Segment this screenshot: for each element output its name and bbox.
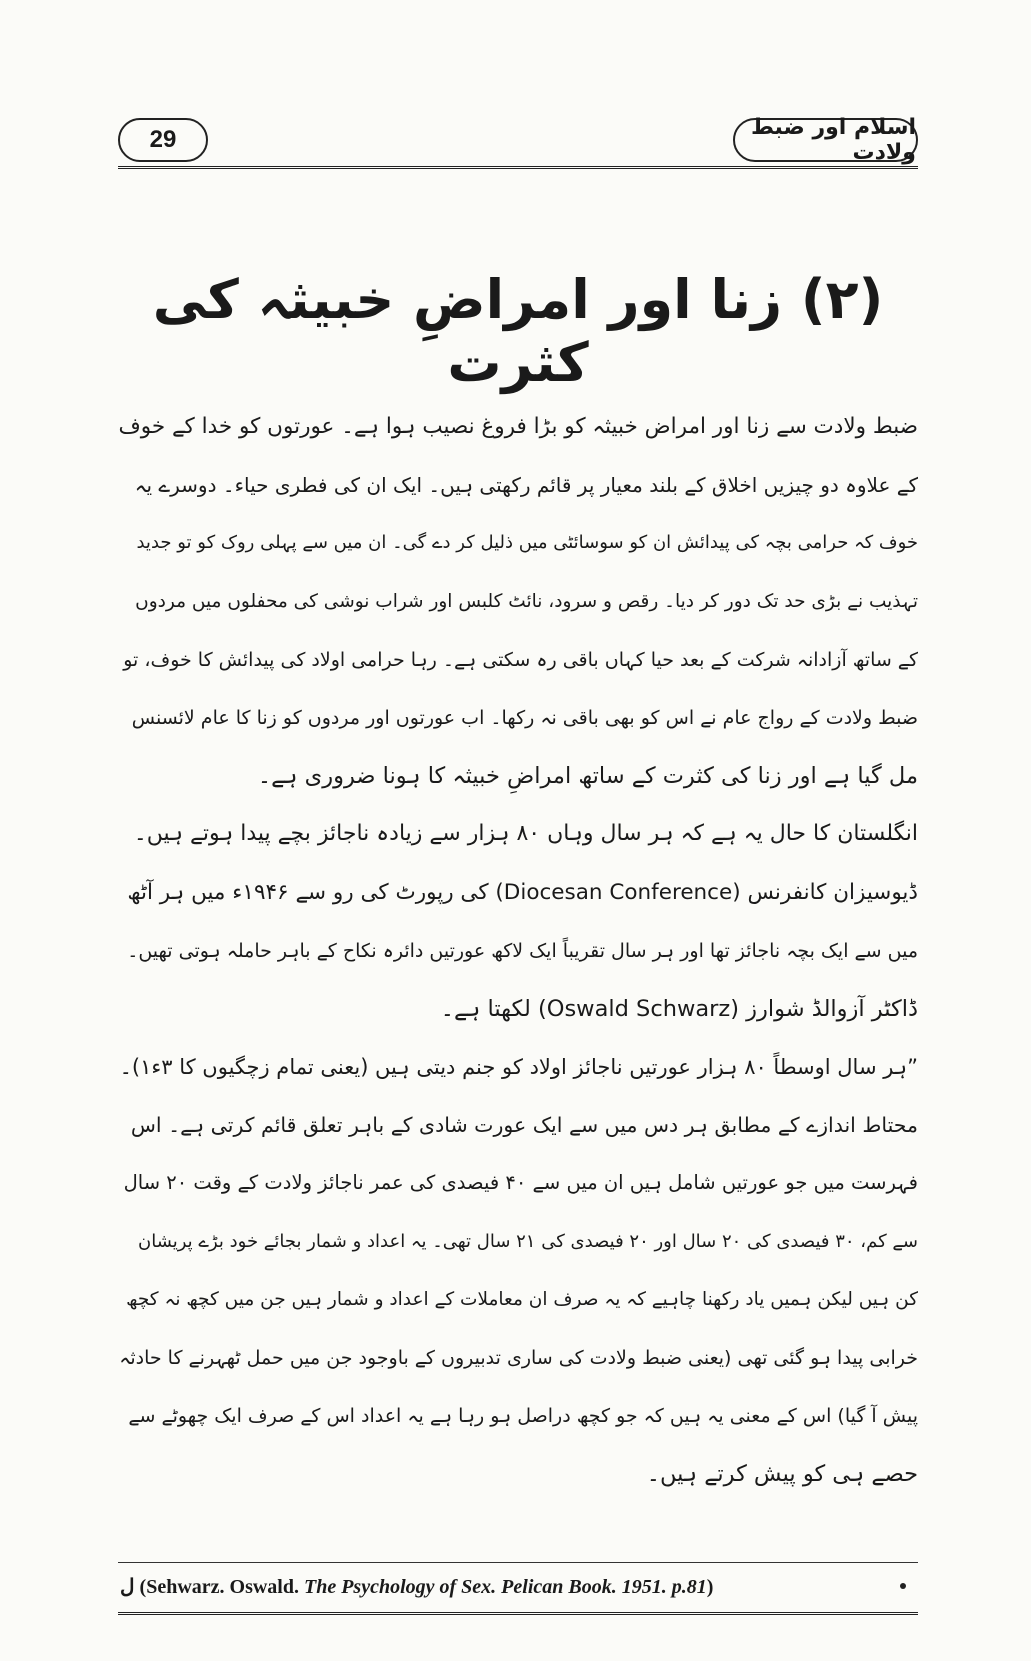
- text-line: حصے ہی کو پیش کرتے ہیں۔: [646, 1461, 918, 1488]
- text-line: کے علاوہ دو چیزیں اخلاق کے بلند معیار پر قائم رکھتی ہیں۔ ایک ان کی فطری حیاء۔ دوسرے یہ: [134, 473, 918, 498]
- header-rule: [118, 166, 918, 172]
- body-text: [118, 398, 918, 1504]
- footnote-marker: ل: [120, 1576, 135, 1598]
- footnote-citation-end: ): [706, 1576, 714, 1598]
- footnote-citation-title: The Psychology of Sex. Pelican Book. 1951. p.81: [303, 1576, 707, 1598]
- text-line: محتاط اندازے کے مطابق ہر دس میں سے ایک عورت شادی کے باہر تعلق قائم کرتی ہے۔ اس: [130, 1113, 918, 1138]
- text-line: میں سے ایک بچہ ناجائز تھا اور ہر سال تقریباً ایک لاکھ عورتیں دائرہ نکاح کے باہر حاملہ ہوتی تھیں۔: [127, 939, 918, 962]
- footnote-bullet: [900, 1583, 906, 1589]
- text-line: کن ہیں لیکن ہمیں یاد رکھنا چاہیے کہ یہ صرف ان معاملات کے اعداد و شمار ہیں جن میں کچھ نہ کچھ: [126, 1288, 918, 1310]
- footnote-citation-start: (Sehwarz. Oswald.: [139, 1576, 304, 1598]
- footnote-separator: [118, 1562, 918, 1563]
- text-line: ضبط ولادت کے رواج عام نے اس کو بھی باقی نہ رکھا۔ اب عورتوں اور مردوں کو زنا کا عام لائسنس: [131, 706, 918, 729]
- text-line: فہرست میں جو عورتیں شامل ہیں ان میں سے ۴۰ فیصدی کی عمر ناجائز ولادت کے وقت ۲۰ سال: [123, 1171, 918, 1195]
- text-line: ڈیوسیزان کانفرنس (Diocesan Conference) کی رپورٹ کی رو سے ۱۹۴۶ء میں ہر آٹھ: [127, 879, 918, 905]
- page-header: [118, 115, 918, 170]
- text-line: ”ہر سال اوسطاً ۸۰ ہزار عورتیں ناجائز اولاد کو جنم دیتی ہیں (یعنی تمام زچگیوں کا ۳ء۱)۔: [119, 1055, 918, 1080]
- text-line: پیش آ گیا) اس کے معنی یہ ہیں کہ جو کچھ دراصل ہو رہا ہے یہ اعداد اس کے صرف ایک چھوٹے سے: [128, 1405, 918, 1428]
- running-title: اسلام اور ضبط ولادت: [733, 118, 918, 162]
- text-line: تہذیب نے بڑی حد تک دور کر دیا۔ رقص و سرود، نائٹ کلبس اور شراب نوشی کی محفلوں میں مردوں: [135, 590, 918, 612]
- page-number: 29: [118, 118, 208, 162]
- text-line: ضبط ولادت سے زنا اور امراض خبیثہ کو بڑا فروغ نصیب ہوا ہے۔ عورتوں کو خدا کے خوف: [118, 414, 918, 439]
- footnote: [120, 1574, 910, 1599]
- chapter-heading: (۲) زنا اور امراضِ خبیثہ کی کثرت: [152, 268, 884, 394]
- text-line: ڈاکٹر آزوالڈ شوارز (Oswald Schwarz) لکھتا ہے۔: [440, 995, 918, 1022]
- text-line: خوف کہ حرامی بچہ کی پیدائش ان کو سوسائٹی میں ذلیل کر دے گی۔ ان میں سے پہلی روک کو تو جدید: [136, 532, 918, 554]
- text-line: مل گیا ہے اور زنا کی کثرت کے ساتھ امراضِ خبیثہ کا ہونا ضروری ہے۔: [257, 763, 918, 790]
- footer-rule: [118, 1612, 918, 1615]
- text-line: خرابی پیدا ہو گئی تھی (یعنی ضبط ولادت کی ساری تدبیروں کے باوجود جن میں حمل ٹھہرنے کا حادثہ: [119, 1347, 918, 1369]
- text-line: سے کم، ۳۰ فیصدی کی ۲۰ سال اور ۲۰ فیصدی کی ۲۱ سال تھی۔ یہ اعداد و شمار بجائے خود بڑے پریشان: [137, 1230, 918, 1252]
- text-line: انگلستان کا حال یہ ہے کہ ہر سال وہاں ۸۰ ہزار سے زیادہ ناجائز بچے پیدا ہوتے ہیں۔: [133, 821, 918, 847]
- text-line: کے ساتھ آزادانہ شرکت کے بعد حیا کہاں باقی رہ سکتی ہے۔ رہا حرامی اولاد کی پیدائش کا خوف، تو: [123, 648, 918, 671]
